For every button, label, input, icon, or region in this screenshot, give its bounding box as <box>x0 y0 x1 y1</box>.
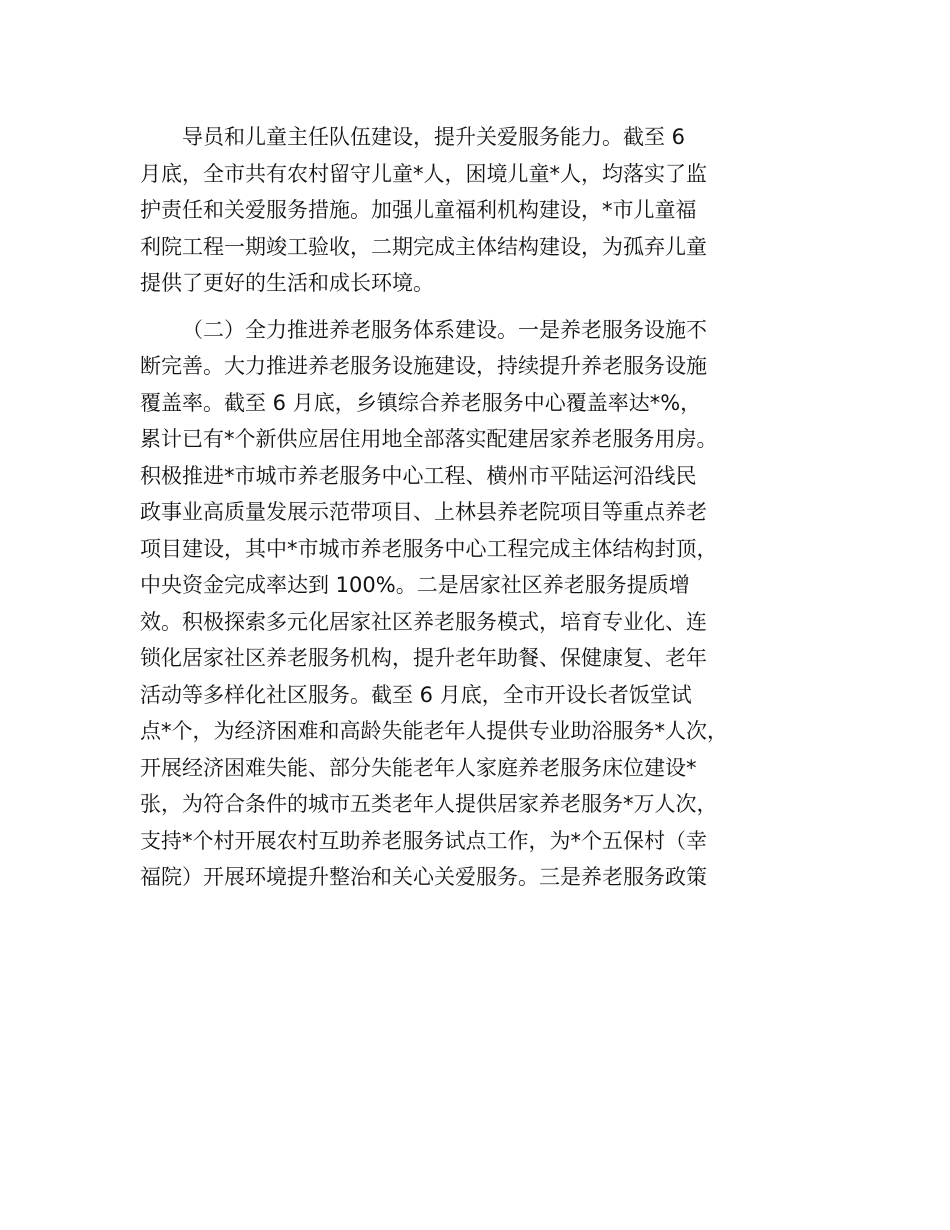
text-line: 护责任和关爱服务措施。加强儿童福利机构建设，*市儿童福 <box>140 198 697 222</box>
text-line: 开展经济困难失能、部分失能老年人家庭养老服务床位建设* <box>140 755 697 780</box>
text-line: 累计已有*个新供应居住用地全部落实配建居家养老服务用房。 <box>140 427 718 451</box>
text-line: 支持*个村开展农村互助养老服务试点工作，为*个五保村（幸 <box>140 828 707 853</box>
text-line: 张，为符合条件的城市五类老年人提供居家养老服务*万人次， <box>140 792 718 816</box>
text-line: 项目建设，其中*市城市养老服务中心工程完成主体结构封顶， <box>140 536 718 561</box>
text-line: 锁化居家社区养老服务机构，提升老年助餐、保健康复、老年 <box>140 646 707 670</box>
text-line: 断完善。大力推进养老服务设施建设，持续提升养老服务设施 <box>140 354 707 378</box>
text-line: 提供了更好的生活和成长环境。 <box>140 271 434 295</box>
text-line: 福院）开展环境提升整治和关心关爱服务。三是养老服务政策 <box>140 865 707 889</box>
text-line: 导员和儿童主任队伍建设，提升关爱服务能力。截至 6 <box>182 125 686 149</box>
text-line: 政事业高质量发展示范带项目、上林县养老院项目等重点养老 <box>140 500 707 524</box>
text-line: 效。积极探索多元化居家社区养老服务模式，培育专业化、连 <box>140 609 707 634</box>
text-line: 点*个，为经济困难和高龄失能老年人提供专业助浴服务*人次， <box>140 719 728 743</box>
text-line: 利院工程一期竣工验收，二期完成主体结构建设，为孤弃儿童 <box>140 234 707 259</box>
body-text <box>140 119 840 896</box>
text-line: 月底，全市共有农村留守儿童*人，困境儿童*人，均落实了监 <box>140 161 707 186</box>
text-line: 中央资金完成率达到 100%。二是居家社区养老服务提质增 <box>140 573 690 597</box>
text-line: 覆盖率。截至 6 月底，乡镇综合养老服务中心覆盖率达*%， <box>140 390 702 415</box>
text-line: （二）全力推进养老服务体系建设。一是养老服务设施不 <box>182 317 707 342</box>
text-line: 活动等多样化社区服务。截至 6 月底，全市开设长者饭堂试 <box>140 682 692 707</box>
text-line: 积极推进*市城市养老服务中心工程、横州市平陆运河沿线民 <box>140 463 697 488</box>
